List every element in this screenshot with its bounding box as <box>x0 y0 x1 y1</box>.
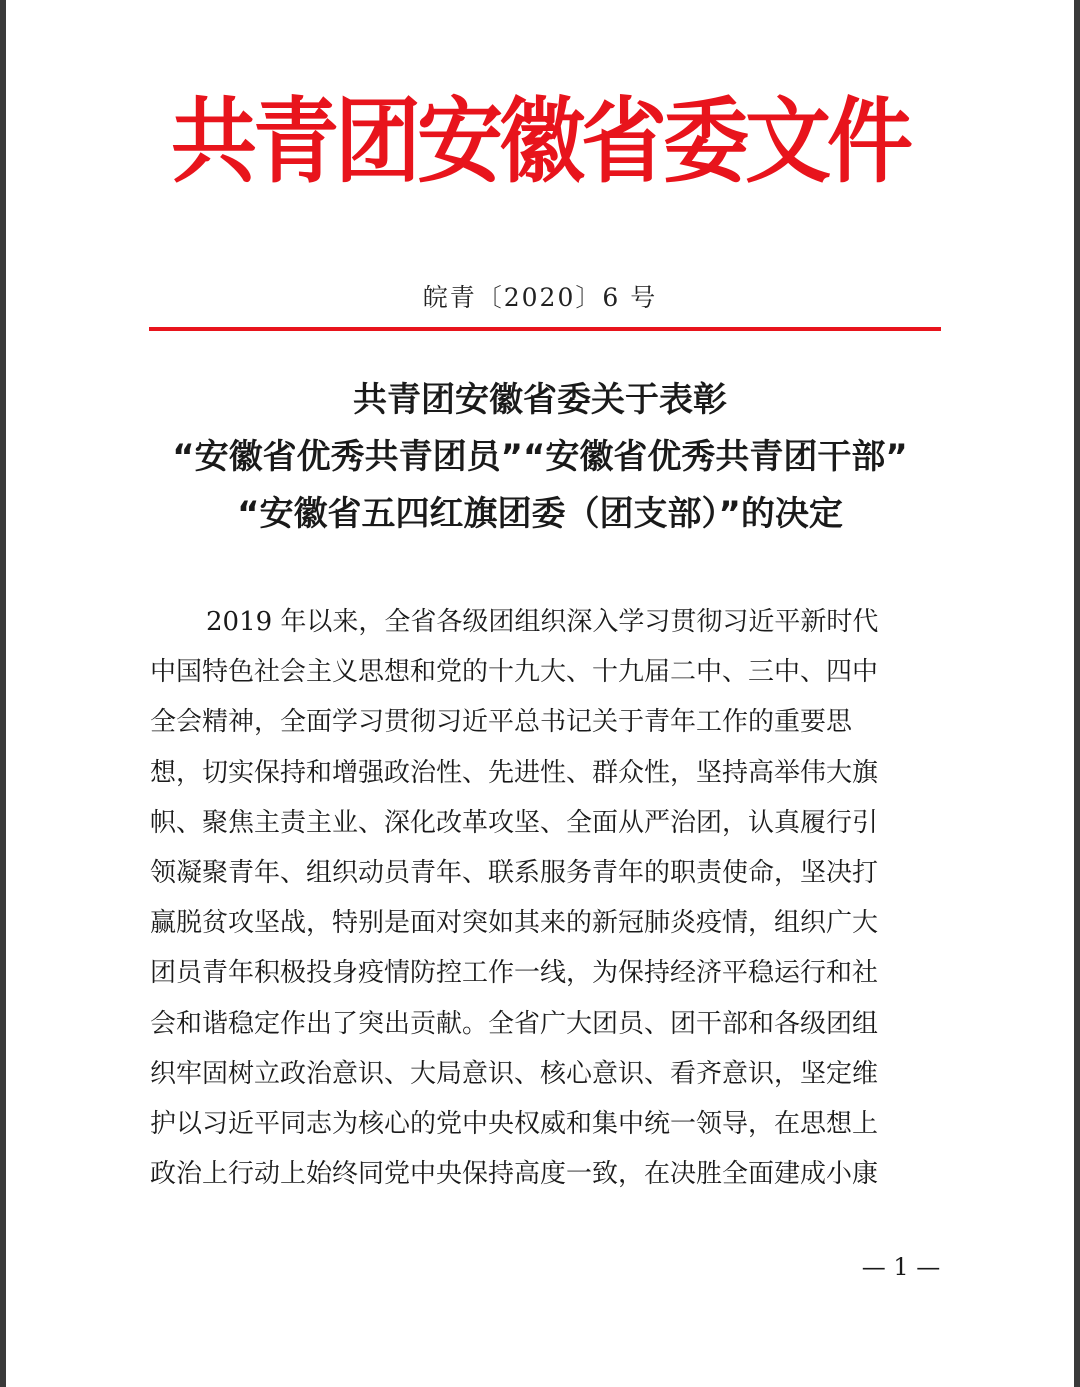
body-line: 中国特色社会主义思想和党的十九大、十九届二中、三中、四中 <box>150 657 879 688</box>
page-number: — 1 — <box>861 1253 941 1281</box>
document-page <box>6 0 1074 1387</box>
body-line: 帜、聚焦主责主业、深化改革攻坚、全面从严治团，认真履行引 <box>150 807 879 838</box>
body-line: 政治上行动上始终同党中央保持高度一致，在决胜全面建成小康 <box>150 1159 879 1190</box>
body-line: 织牢固树立政治意识、大局意识、核心意识、看齐意识，坚定维 <box>150 1058 879 1089</box>
body-line: 领凝聚青年、组织动员青年、联系服务青年的职责使命，坚决打 <box>150 857 879 888</box>
title-line-1: 共青团安徽省委关于表彰 <box>353 380 727 420</box>
title-line-2: “安徽省优秀共青团员”“安徽省优秀共青团干部” <box>172 437 908 477</box>
body-line: 赢脱贫攻坚战，特别是面对突如其来的新冠肺炎疫情，组织广大 <box>150 908 879 939</box>
body-line: 护以习近平同志为核心的党中央权威和集中统一领导，在思想上 <box>150 1108 879 1139</box>
document-number: 皖青〔2020〕6 号 <box>422 283 658 312</box>
title-line-3: “安徽省五四红旗团委（团支部）”的决定 <box>237 494 843 534</box>
body-line: 会和谐稳定作出了突出贡献。全省广大团员、团干部和各级团组 <box>150 1008 879 1039</box>
red-divider-line <box>149 327 941 331</box>
document-title <box>6 372 1074 543</box>
body-line: 想，切实保持和增强政治性、先进性、群众性，坚持高举伟大旗 <box>150 757 879 788</box>
body-line: 全会精神，全面学习贯彻习近平总书记关于青年工作的重要思 <box>150 707 853 738</box>
body-line: 团员青年积极投身疫情防控工作一线，为保持经济平稳运行和社 <box>150 958 879 989</box>
body-paragraph <box>150 597 950 1199</box>
body-line: 2019 年以来，全省各级团组织深入学习贯彻习近平新时代 <box>206 607 879 637</box>
masthead-title: 共青团安徽省委文件 <box>171 88 909 196</box>
